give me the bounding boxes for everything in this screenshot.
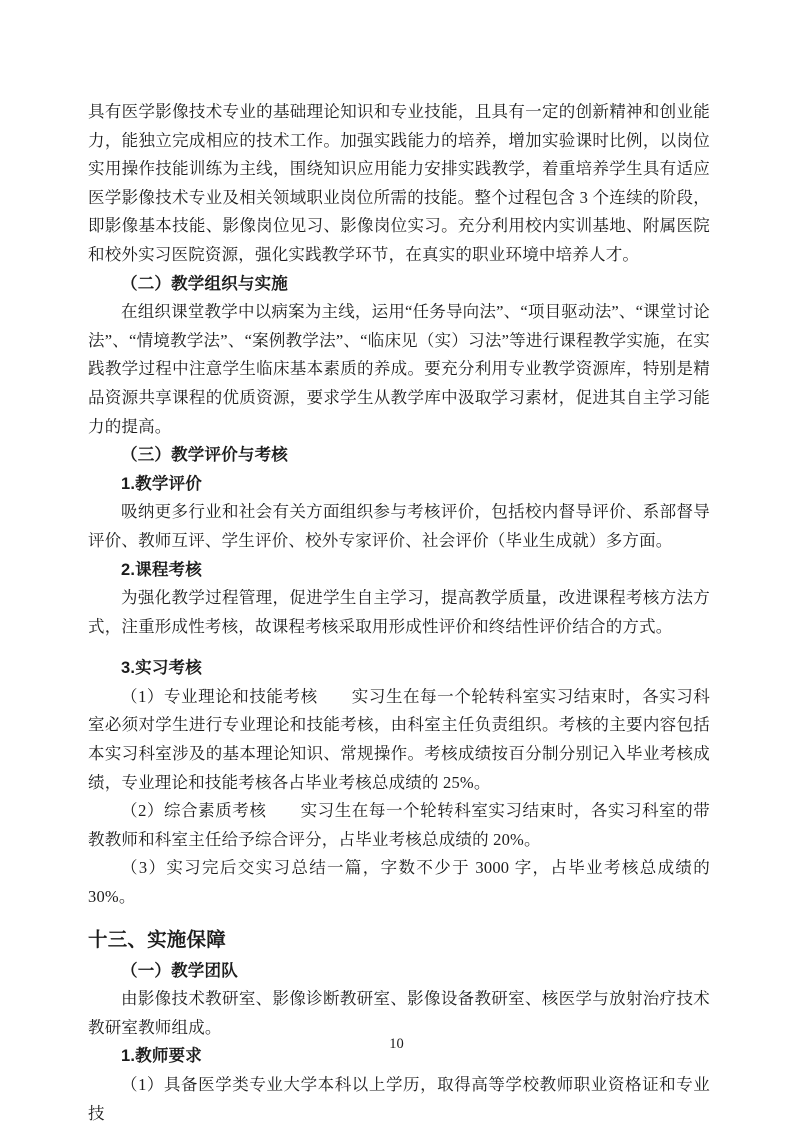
section-heading-teaching-team: （一）教学团队 [121,961,238,980]
section-heading-teaching-organization: （二）教学组织与实施 [121,274,288,293]
document-body [88,98,710,1122]
subsection-heading-teacher-requirements: 1.教师要求 [121,1047,202,1066]
paragraph: （3）实习完后交实习总结一篇，字数不少于 3000 字，占毕业考核总成绩的 30%。 [88,858,710,907]
chapter-heading-implementation-support: 十三、实施保障 [88,928,226,951]
paragraph: （1）专业理论和技能考核 实习生在每一个轮转科室实习结束时，各实习科室必须对学生进行专业理论和技能考核，由科室主任负责组织。考核的主要内容包括本实习科室涉及的基本理论知识、常规操作。考核成绩按百分制分别记入毕业考核成绩，专业理论和技能考核各占毕业考核总成绩的 25%。 [88,686,710,792]
paragraph: （1）具备医学类专业大学本科以上学历，取得高等学校教师职业资格证和专业技 [88,1075,710,1122]
page-number: 10 [389,1036,404,1052]
paragraph: 为强化教学过程管理，促进学生自主学习，提高教学质量，改进课程考核方法方式，注重形成性考核，故课程考核采取用形成性评价和终结性评价结合的方式。 [88,588,710,636]
subsection-heading-internship-assessment: 3.实习考核 [121,659,202,678]
paragraph: 在组织课堂教学中以病案为主线，运用“任务导向法”、“项目驱动法”、“课堂讨论法”、“情境教学法”、“案例教学法”、“临床见（实）习法”等进行课程教学实施，在实践教学过程中注意学生临床基本素质的养成。要充分利用专业教学资源库，特别是精品资源共享课程的优质资源，要求学生从教学库中汲取学习素材，促进其自主学习能力的提高。 [88,302,710,436]
paragraph-continuation: 具有医学影像技术专业的基础理论知识和专业技能，且具有一定的创新精神和创业能力，能独立完成相应的技术工作。加强实践能力的培养，增加实验课时比例，以岗位实用操作技能训练为主线，围绕知识应用能力安排实践教学，着重培养学生具有适应医学影像技术专业及相关领域职业岗位所需的技能。整个过程包含 3 个连续的阶段，即影像基本技能、影像岗位见习、影像岗位实习。充分利用校内实训基地、附属医院和校外实习医院资源，强化实践教学环节，在真实的职业环境中培养人才。 [88,102,710,264]
section-heading-evaluation-assessment: （三）教学评价与考核 [121,446,288,465]
paragraph: （2）综合素质考核 实习生在每一个轮转科室实习结束时，各实习科室的带教教师和科室主任给予综合评分，占毕业考核总成绩的 20%。 [88,801,710,849]
subsection-heading-course-assessment: 2.课程考核 [121,560,202,579]
paragraph: 由影像技术教研室、影像诊断教研室、影像设备教研室、核医学与放射治疗技术教研室教师组成。 [88,989,710,1037]
paragraph: 吸纳更多行业和社会有关方面组织参与考核评价，包括校内督导评价、系部督导评价、教师互评、学生评价、校外专家评价、社会评价（毕业生成就）多方面。 [88,502,710,550]
subsection-heading-teaching-evaluation: 1.教学评价 [121,474,202,493]
